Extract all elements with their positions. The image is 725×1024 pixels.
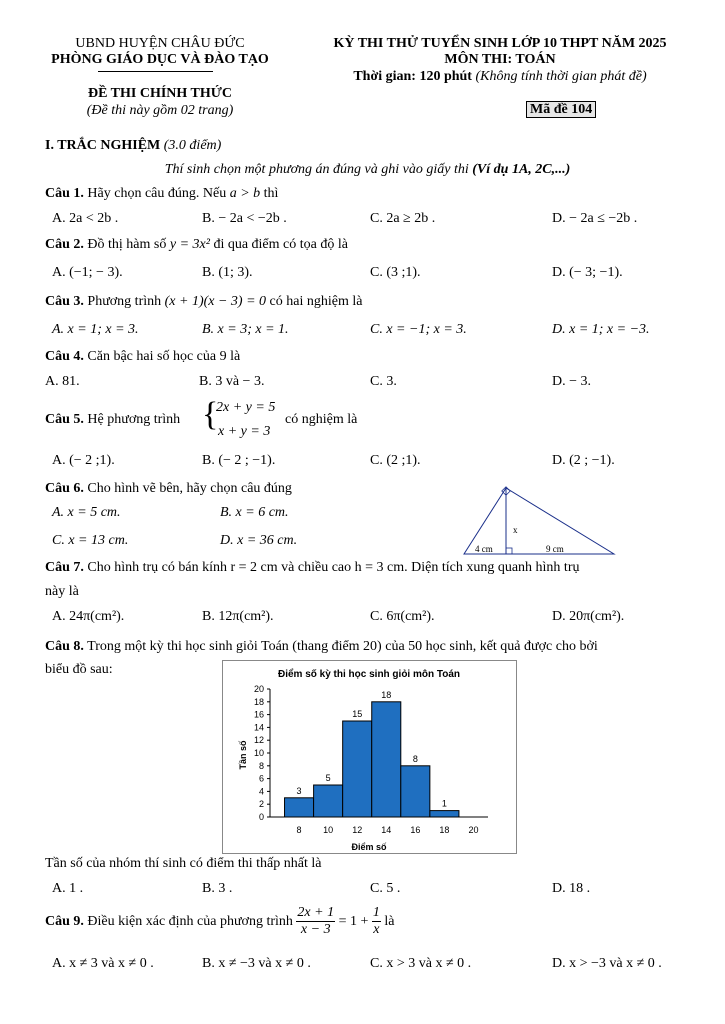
question-text: Căn bậc hai số học của 9 là (87, 349, 241, 364)
q1-option-d: D. − 2a ≤ −2b . (552, 211, 638, 226)
q6-option-b: B. x = 6 cm. (220, 505, 289, 520)
histogram-bar (372, 702, 401, 817)
bar-data-label: 15 (352, 709, 363, 719)
question-label: Câu 1. (45, 186, 84, 201)
q9-option-a: A. x ≠ 3 và x ≠ 0 . (52, 956, 154, 971)
right-segment-label: 9 cm (546, 544, 564, 554)
district-name: UBND HUYỆN CHÂU ĐỨC (75, 36, 245, 51)
question-math: (x + 1)(x − 3) = 0 (164, 294, 267, 309)
q2-option-d: D. (− 3; −1). (552, 265, 623, 280)
bar-data-label: 5 (325, 773, 331, 783)
right-angle-foot (506, 548, 512, 554)
histogram-chart (222, 660, 517, 854)
chart-title: Điểm số kỳ thi học sinh giỏi môn Toán (277, 669, 461, 680)
question-8 (45, 639, 598, 655)
department-name: PHÒNG GIÁO DỤC VÀ ĐÀO TẠO (51, 52, 269, 67)
q1-option-a: A. 2a < 2b . (52, 211, 119, 226)
exam-code: Mã đề 104 (526, 101, 596, 118)
q3-option-b: B. x = 3; x = 1. (202, 322, 289, 337)
q3-option-d: D. x = 1; x = −3. (552, 322, 650, 337)
question-tail: là (384, 914, 395, 929)
q6-option-a: A. x = 5 cm. (52, 505, 121, 520)
section-points: (3.0 điểm) (163, 138, 222, 153)
histogram-bar (401, 766, 430, 817)
q5-option-c: C. (2 ;1). (370, 453, 421, 468)
q7-option-b: B. 12π(cm²). (202, 609, 274, 624)
q4-option-a: A. 81. (45, 374, 80, 389)
y-tick-label: 18 (253, 696, 264, 707)
q4-option-b: B. 3 và − 3. (199, 374, 265, 389)
bar-data-label: 3 (296, 785, 302, 796)
exam-code-box (526, 102, 596, 118)
bar-data-label: 18 (381, 689, 392, 700)
time-note: (Không tính thời gian phát đề) (475, 69, 647, 84)
header-underline (98, 71, 213, 72)
question-2 (45, 237, 348, 253)
y-tick-label: 12 (253, 735, 264, 746)
instruction-example: (Ví dụ 1A, 2C,...) (472, 162, 571, 177)
q6-option-c: C. x = 13 cm. (52, 533, 129, 548)
question-tail: thì (263, 186, 279, 201)
question-text: Hãy chọn câu đúng. Nếu (87, 186, 227, 201)
q2-option-a: A. (−1; − 3). (52, 265, 123, 280)
fraction-2 (372, 905, 381, 938)
q4-option-c: C. 3. (370, 374, 397, 389)
fraction-1 (296, 905, 335, 938)
x-tick-label: 20 (468, 825, 479, 835)
system-brace: { (202, 396, 219, 433)
y-tick-label: 4 (258, 786, 264, 797)
y-tick-label: 10 (253, 748, 264, 758)
q9-option-d: D. x > −3 và x ≠ 0 . (552, 956, 662, 971)
pages-note: (Đề thi này gồm 02 trang) (86, 103, 234, 118)
system-eq2: x + y = 3 (218, 424, 271, 439)
equation-middle: = 1 + (338, 914, 369, 929)
question-label: Câu 7. (45, 560, 84, 575)
x-tick-label: 10 (323, 825, 334, 835)
q8-option-c: C. 5 . (370, 881, 401, 896)
q7-option-d: D. 20π(cm²). (552, 609, 625, 624)
question-tail: đi qua điểm có tọa độ là (213, 237, 348, 252)
x-tick-label: 18 (439, 825, 450, 835)
x-tick-label: 16 (410, 825, 421, 835)
question-label: Câu 6. (45, 481, 84, 496)
question-text: Cho hình trụ có bán kính r = 2 cm và chiều cao h = 3 cm. Diện tích xung quanh hình trụ (87, 560, 580, 575)
bar-data-label: 8 (412, 753, 418, 764)
y-tick-label: 20 (253, 684, 264, 694)
q1-option-c: C. 2a ≥ 2b . (370, 211, 436, 226)
question-text: Phương trình (87, 294, 162, 309)
time-label: Thời gian: 120 phút (353, 69, 472, 84)
q7-option-a: A. 24π(cm²). (52, 609, 125, 624)
question-text: Cho hình vẽ bên, hãy chọn câu đúng (87, 481, 292, 496)
chart-xlabel: Điểm số (351, 842, 387, 852)
question-7-cont: này là (45, 584, 79, 599)
q9-option-c: C. x > 3 và x ≠ 0 . (370, 956, 472, 971)
histogram-bar (343, 721, 372, 817)
question-text: Đồ thị hàm số (87, 237, 167, 252)
fraction-2-denominator: x (373, 922, 380, 938)
question-text: Điều kiện xác định của phương trình (87, 914, 293, 929)
triangle-figure (460, 482, 620, 558)
section-title-text: I. TRẮC NGHIỆM (45, 138, 161, 153)
q2-option-c: C. (3 ;1). (370, 265, 421, 280)
chart-ylabel: Tần số (238, 740, 248, 770)
question-8-cont: biểu đồ sau: (45, 662, 113, 677)
x-tick-label: 14 (381, 825, 392, 835)
question-1 (45, 186, 278, 202)
fraction-1-numerator: 2x + 1 (297, 905, 335, 921)
q5-option-a: A. (− 2 ;1). (52, 453, 115, 468)
fraction-1-denominator: x − 3 (300, 922, 331, 938)
y-tick-label: 2 (258, 799, 264, 810)
question-7 (45, 560, 579, 576)
section-title (45, 138, 221, 154)
time-line (290, 69, 710, 85)
altitude-label: x (513, 525, 518, 535)
question-5 (45, 412, 180, 428)
official-label: ĐỀ THI CHÍNH THỨC (87, 86, 233, 101)
q5-tail: có nghiệm là (285, 412, 358, 427)
q8-option-d: D. 18 . (552, 881, 591, 896)
question-9 (45, 905, 394, 939)
question-label: Câu 3. (45, 294, 84, 309)
q8-question: Tần số của nhóm thí sinh có điểm thi thấp nhất là (45, 856, 322, 871)
subject: MÔN THI: TOÁN (444, 52, 556, 67)
q1-option-b: B. − 2a < −2b . (202, 211, 287, 226)
y-tick-label: 16 (253, 709, 264, 720)
q2-option-b: B. (1; 3). (202, 265, 253, 280)
q8-option-b: B. 3 . (202, 881, 233, 896)
y-tick-label: 0 (258, 812, 264, 822)
x-tick-label: 8 (296, 825, 302, 835)
instruction-text: Thí sinh chọn một phương án đúng và ghi vào giấy thi (164, 162, 469, 177)
y-tick-label: 6 (258, 773, 264, 784)
q8-option-a: A. 1 . (52, 881, 84, 896)
q4-option-d: D. − 3. (552, 374, 592, 389)
question-text: Hệ phương trình (87, 412, 181, 427)
q6-option-d: D. x = 36 cm. (220, 533, 298, 548)
question-label: Câu 8. (45, 639, 84, 654)
question-3 (45, 294, 362, 310)
histogram-bar (314, 785, 343, 817)
question-6 (45, 481, 292, 497)
q3-option-a: A. x = 1; x = 3. (52, 322, 139, 337)
question-text: Trong một kỳ thi học sinh giỏi Toán (thang điểm 20) của 50 học sinh, kết quả được cho bởi (87, 639, 598, 654)
x-tick-label: 12 (352, 825, 363, 835)
system-eq1: 2x + y = 5 (216, 400, 276, 415)
left-segment-label: 4 cm (475, 544, 493, 554)
q9-option-b: B. x ≠ −3 và x ≠ 0 . (202, 956, 311, 971)
exam-title: KỲ THI THỬ TUYỂN SINH LỚP 10 THPT NĂM 2025 (333, 36, 667, 51)
q7-option-c: C. 6π(cm²). (370, 609, 435, 624)
question-label: Câu 2. (45, 237, 84, 252)
q5-option-d: D. (2 ; −1). (552, 453, 615, 468)
question-label: Câu 5. (45, 412, 84, 427)
q5-option-b: B. (− 2 ; −1). (202, 453, 276, 468)
question-tail: có hai nghiệm là (269, 294, 363, 309)
fraction-2-numerator: 1 (372, 905, 380, 921)
histogram-bar (285, 798, 314, 817)
instruction (45, 162, 690, 178)
question-math: y = 3x² (169, 237, 210, 252)
y-tick-label: 14 (253, 722, 264, 733)
question-label: Câu 4. (45, 349, 84, 364)
question-4 (45, 349, 240, 365)
bar-data-label: 1 (441, 798, 447, 809)
histogram-bar (430, 811, 459, 817)
y-tick-label: 8 (258, 760, 264, 771)
question-label: Câu 9. (45, 914, 84, 929)
q3-option-c: C. x = −1; x = 3. (370, 322, 467, 337)
question-math: a > b (229, 186, 261, 201)
